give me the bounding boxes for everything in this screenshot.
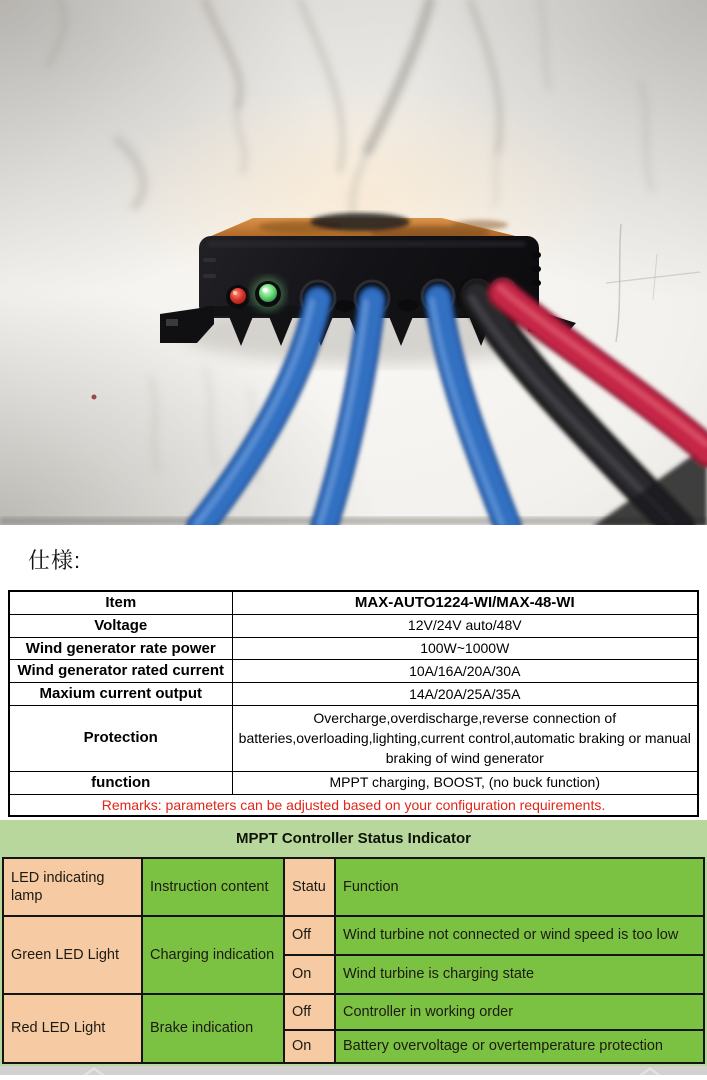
watermark-triangle-inner <box>624 1070 676 1075</box>
spec-label-voltage: Voltage <box>9 614 232 637</box>
spec-label-max-output: Maxium current output <box>9 683 232 706</box>
col-header-lamp: LED indicating lamp <box>3 858 142 916</box>
led-red <box>226 285 250 309</box>
spec-value-max-output: 14A/20A/25A/35A <box>232 683 698 706</box>
bracket-slot <box>166 319 178 326</box>
watermark-triangle-inner <box>68 1070 120 1075</box>
function-cell: Battery overvoltage or overtemperature protection <box>335 1030 704 1063</box>
indicator-row-red-off <box>3 994 704 1030</box>
indicator-section <box>0 820 707 1066</box>
indicator-header-row <box>3 858 704 916</box>
spec-row-rate-power <box>9 637 698 660</box>
spec-row-voltage <box>9 614 698 637</box>
function-cell: Wind turbine not connected or wind speed is too low <box>335 916 704 955</box>
spec-label-item: Item <box>9 591 232 614</box>
controller-photo-art <box>0 0 707 525</box>
indicator-table <box>2 857 705 1064</box>
col-header-function: Function <box>335 858 704 916</box>
lamp-green: Green LED Light <box>3 916 142 994</box>
device-right-notches <box>531 252 541 286</box>
device-rib <box>203 258 216 262</box>
spec-remarks-row <box>9 794 698 816</box>
spec-table <box>8 590 699 817</box>
device-rib <box>203 274 216 278</box>
status-cell: On <box>284 955 335 994</box>
function-cell: Wind turbine is charging state <box>335 955 704 994</box>
controller-photo <box>0 0 707 525</box>
spec-value-voltage: 12V/24V auto/48V <box>232 614 698 637</box>
function-cell: Controller in working order <box>335 994 704 1030</box>
spec-label-protection: Protection <box>9 705 232 771</box>
col-header-status: Statu <box>284 858 335 916</box>
spec-value-rate-power: 100W~1000W <box>232 637 698 660</box>
spec-value-item: MAX-AUTO1224-WI/MAX-48-WI <box>232 591 698 614</box>
spec-row-max-output <box>9 683 698 706</box>
indicator-row-green-off <box>3 916 704 955</box>
spec-row-protection <box>9 705 698 771</box>
status-cell: Off <box>284 916 335 955</box>
indicator-title: MPPT Controller Status Indicator <box>235 829 472 847</box>
spec-label-rate-power: Wind generator rate power <box>9 637 232 660</box>
led-green <box>251 277 285 311</box>
spec-row-item <box>9 591 698 614</box>
status-cell: On <box>284 1030 335 1063</box>
wall-speck <box>92 395 97 400</box>
col-header-content: Instruction content <box>142 858 284 916</box>
spec-value-function: MPPT charging, BOOST, (no buck function) <box>232 771 698 794</box>
spec-label-function: function <box>9 771 232 794</box>
lamp-red: Red LED Light <box>3 994 142 1063</box>
spec-label-rated-current: Wind generator rated current <box>9 660 232 683</box>
spec-row-function <box>9 771 698 794</box>
spec-value-protection: Overcharge,overdischarge,reverse connection of batteries,overloading,lighting,current control,automatic braking or manual braking of wind generator <box>232 705 698 771</box>
specifications-heading: 仕様: <box>28 548 82 573</box>
spec-row-rated-current <box>9 660 698 683</box>
spec-remarks: Remarks: parameters can be adjusted based on your configuration requirements. <box>9 794 698 816</box>
content-charging: Charging indication <box>142 916 284 994</box>
spec-value-rated-current: 10A/16A/20A/30A <box>232 660 698 683</box>
status-cell: Off <box>284 994 335 1030</box>
content-brake: Brake indication <box>142 994 284 1063</box>
watermark-strip <box>0 1066 707 1075</box>
